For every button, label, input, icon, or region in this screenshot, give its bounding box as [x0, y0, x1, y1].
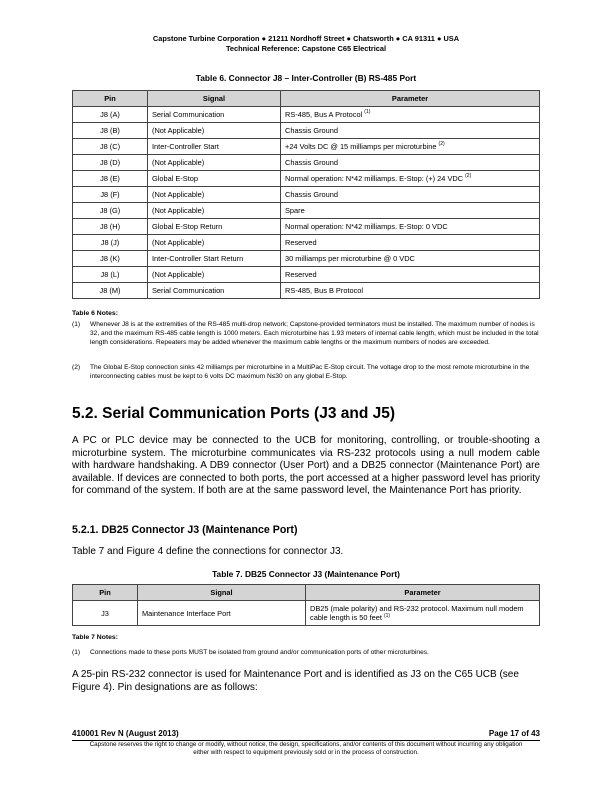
table7-note-1: [72, 649, 540, 658]
table-row: [73, 283, 540, 299]
signal-cell: (Not Applicable): [148, 187, 281, 203]
pin-cell: J8 (L): [73, 267, 148, 283]
parameter-cell: [281, 155, 540, 171]
subsection-heading: 5.2.1. DB25 Connector J3 (Maintenance Port): [72, 524, 298, 536]
pin-cell: J8 (K): [73, 251, 148, 267]
signal-cell: (Not Applicable): [148, 155, 281, 171]
page-footer: [72, 729, 540, 739]
note-text: Whenever J8 is at the extremities of the RS-485 multi-drop network; Capstone-provided terminators must be installed. The maximum number of nodes is 32, and the maximum RS-485 cable length is 1000 meters. Each microturbine has 1.93 meters of internal cable length, which must be included in the total length considerations. Repeaters may be added whenever the maximum cable lengths or the maximum numbers of nodes are exceeded.: [90, 321, 539, 346]
signal-cell: (Not Applicable): [148, 235, 281, 251]
footnote-ref: (2): [465, 173, 472, 179]
table7: [72, 584, 540, 626]
header-document-title: Technical Reference: Capstone C65 Electrical: [225, 44, 387, 53]
signal-cell: Serial Communication: [148, 283, 281, 299]
table6-notes-title: Table 6 Notes:: [72, 310, 118, 317]
table-row: [73, 139, 540, 155]
parameter-text: Normal operation: N*42 milliamps. E-Stop: 0 VDC: [285, 222, 448, 231]
table-row: [73, 187, 540, 203]
pin-cell: J8 (D): [73, 155, 148, 171]
column-header-parameter: Parameter: [281, 91, 540, 107]
parameter-cell: [281, 219, 540, 235]
footnote-ref: (2): [438, 141, 445, 147]
parameter-cell: [306, 601, 540, 626]
parameter-text: Spare: [285, 206, 305, 215]
parameter-cell: [281, 171, 540, 187]
signal-cell: (Not Applicable): [148, 267, 281, 283]
header-company-line: Capstone Turbine Corporation ● 21211 Nordhoff Street ● Chatsworth ● CA 91311 ● USA: [152, 34, 460, 43]
parameter-cell: [281, 187, 540, 203]
table-row: [73, 171, 540, 187]
parameter-cell: [281, 235, 540, 251]
parameter-cell: [281, 107, 540, 123]
table6-note-2: [72, 364, 540, 382]
parameter-cell: [281, 251, 540, 267]
parameter-text: Chassis Ground: [285, 158, 338, 167]
parameter-text: Normal operation: N*42 milliamps. E-Stop: (+) 24 VDC: [285, 174, 466, 183]
table-row: [73, 107, 540, 123]
section-paragraph: A PC or PLC device may be connected to the UCB for monitoring, controlling, or trouble-shooting a microturbine system. The microturbine communicates via RS-232 protocols using a null modem cable with hardware handshaking. A DB9 connector (User Port) and a DB25 connector (Maintenance Port) are available. If devices are connected to both ports, the port accessed at a higher password level has priority for command of the system. If both are at the same password level, the Maintenance Port has priority.: [72, 435, 540, 497]
table7-caption: Table 7. DB25 Connector J3 (Maintenance Port): [212, 569, 400, 579]
table6-caption: Table 6. Connector J8 – Inter-Controller (B) RS-485 Port: [195, 73, 417, 83]
parameter-cell: [281, 123, 540, 139]
note-text: The Global E-Stop connection sinks 42 milliamps per microturbine in a MultiPac E-Stop circuit. The voltage drop to the most remote microturbine in the interconnecting cables must be kept to 6 volts DC maximum N≤30 on any global E-Stop.: [90, 364, 530, 380]
parameter-cell: [281, 283, 540, 299]
note-text: Connections made to these ports MUST be isolated from ground and/or communication ports of other microturbines.: [90, 649, 429, 656]
document-number: 410001 Rev N (August 2013): [72, 729, 179, 738]
table-row: [73, 155, 540, 171]
parameter-text: Chassis Ground: [285, 126, 338, 135]
column-header-pin: Pin: [73, 91, 148, 107]
parameter-cell: [281, 267, 540, 283]
signal-cell: Serial Communication: [148, 107, 281, 123]
table6-note-1: [72, 321, 540, 347]
table-row: [73, 235, 540, 251]
signal-cell: Inter-Controller Start: [148, 139, 281, 155]
pin-cell: J8 (F): [73, 187, 148, 203]
pin-cell: J8 (B): [73, 123, 148, 139]
table-row: [73, 601, 540, 626]
pin-cell: J8 (A): [73, 107, 148, 123]
page-number: Page 17 of 43: [488, 729, 540, 738]
signal-cell: Maintenance Interface Port: [138, 601, 306, 626]
signal-cell: Inter-Controller Start Return: [148, 251, 281, 267]
signal-cell: Global E-Stop: [148, 171, 281, 187]
page-header: [0, 34, 612, 54]
note-number: (1): [72, 321, 81, 328]
footer-disclaimer: Capstone reserves the right to change or modify, without notice, the design, specifications, and/or contents of this document without incurring any obligation either with respect to equipment previously sold or in the process of construction.: [89, 741, 523, 757]
column-header-signal: Signal: [148, 91, 281, 107]
table-row: [73, 219, 540, 235]
table7-header-row: [73, 585, 540, 601]
section-heading: 5.2. Serial Communication Ports (J3 and J5): [72, 405, 396, 422]
signal-cell: (Not Applicable): [148, 203, 281, 219]
pin-cell: J8 (H): [73, 219, 148, 235]
table-row: [73, 251, 540, 267]
footnote-ref: (1): [383, 613, 391, 619]
parameter-text: DB25 (male polarity) and RS-232 protocol. Maximum null modem cable length is 50 feet: [310, 604, 524, 622]
signal-cell: Global E-Stop Return: [148, 219, 281, 235]
parameter-text: Reserved: [285, 238, 317, 247]
table-row: [73, 123, 540, 139]
table-row: [73, 267, 540, 283]
parameter-text: RS-485, Bus B Protocol: [285, 286, 364, 295]
table6-header-row: [73, 91, 540, 107]
closing-paragraph: A 25-pin RS-232 connector is used for Maintenance Port and is identified as J3 on the C65 UCB (see Figure 4). Pin designations are as follows:: [72, 669, 519, 693]
pin-cell: J8 (J): [73, 235, 148, 251]
note-number: (2): [72, 364, 81, 371]
pin-cell: J8 (G): [73, 203, 148, 219]
parameter-text: +24 Volts DC @ 15 milliamps per microturbine: [285, 142, 439, 151]
note-number: (1): [72, 649, 81, 656]
column-header-signal: Signal: [138, 585, 306, 601]
table-row: [73, 203, 540, 219]
parameter-text: Chassis Ground: [285, 190, 338, 199]
parameter-cell: [281, 139, 540, 155]
footnote-ref: (1): [364, 109, 371, 115]
pin-cell: J8 (M): [73, 283, 148, 299]
pin-cell: J8 (C): [73, 139, 148, 155]
table7-notes-title: Table 7 Notes:: [72, 634, 118, 641]
parameter-text: Reserved: [285, 270, 317, 279]
table6: [72, 90, 540, 299]
signal-cell: (Not Applicable): [148, 123, 281, 139]
subsection-intro: Table 7 and Figure 4 define the connections for connector J3.: [72, 546, 344, 557]
parameter-cell: [281, 203, 540, 219]
pin-cell: J3: [73, 601, 138, 626]
column-header-pin: Pin: [73, 585, 138, 601]
parameter-text: 30 milliamps per microturbine @ 0 VDC: [285, 254, 415, 263]
column-header-parameter: Parameter: [306, 585, 540, 601]
pin-cell: J8 (E): [73, 171, 148, 187]
parameter-text: RS-485, Bus A Protocol: [285, 110, 365, 119]
